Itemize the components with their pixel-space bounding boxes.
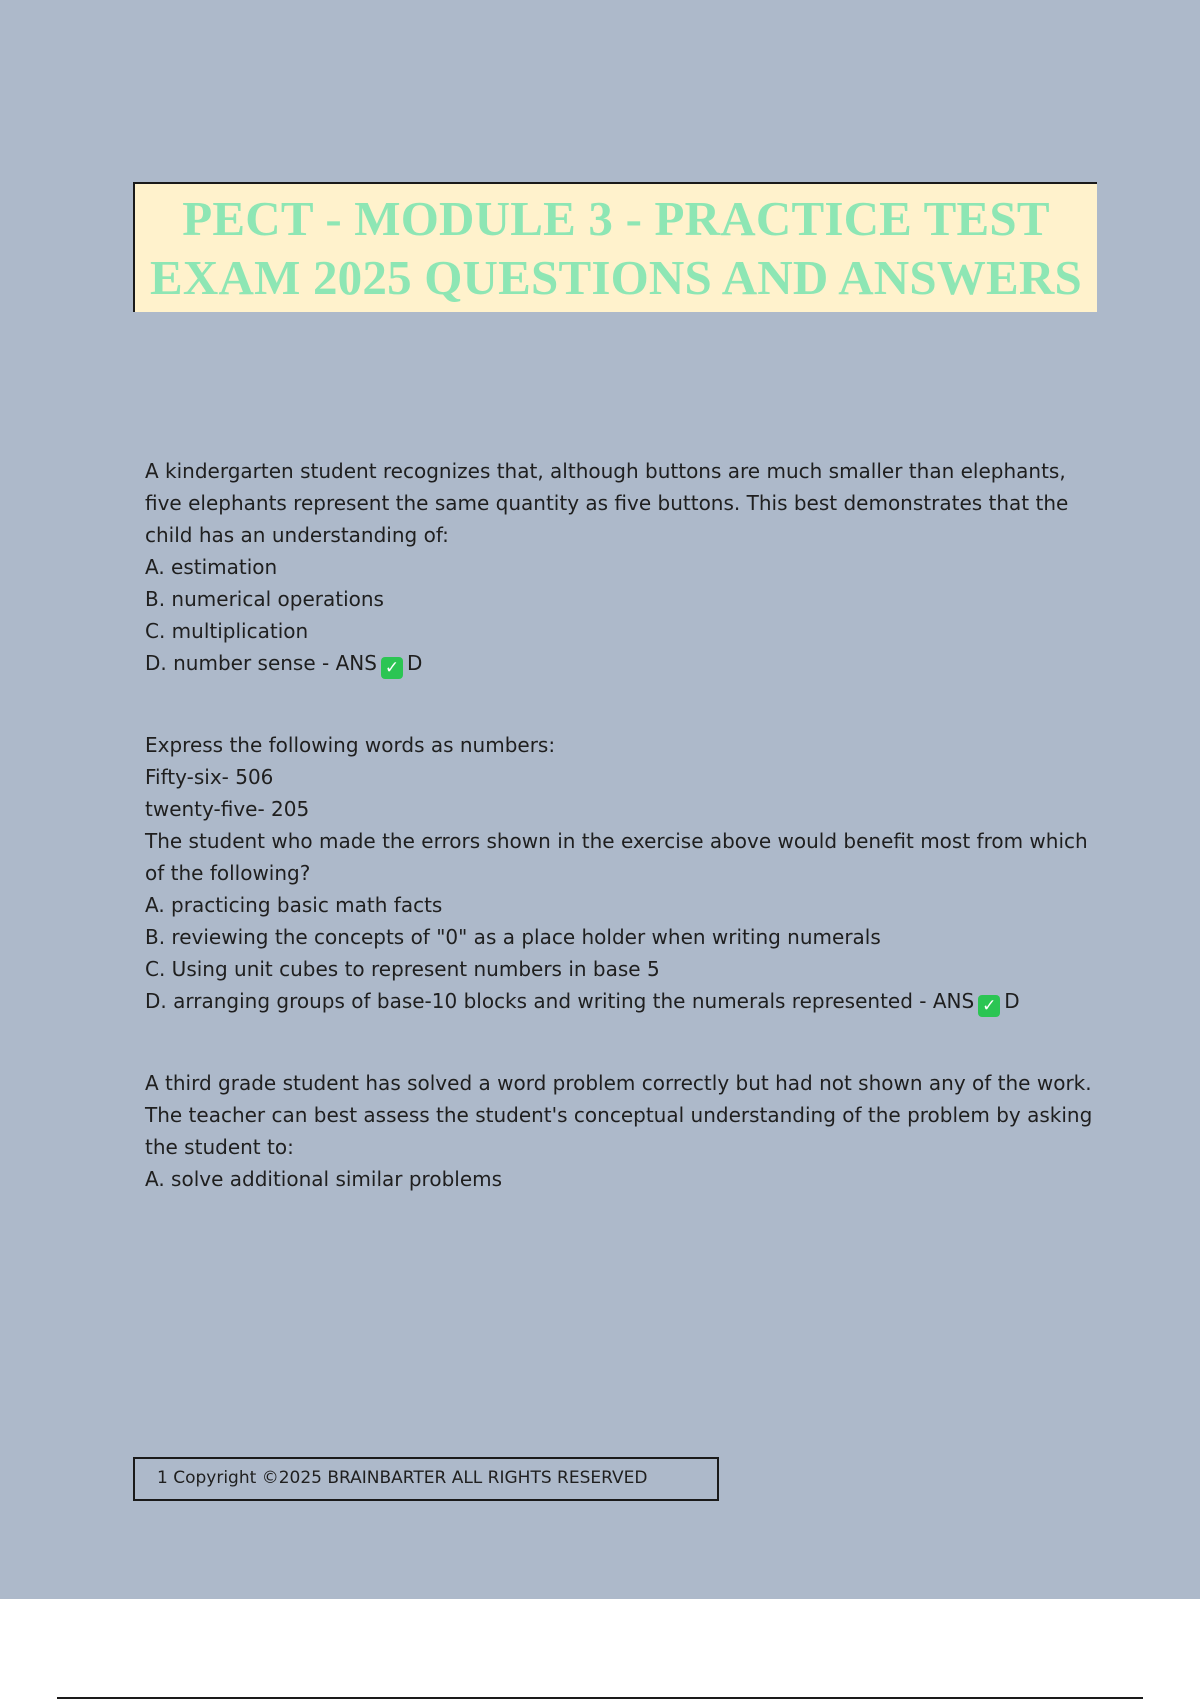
question-2-option-d [145,985,1095,1017]
questions-content [145,455,1095,1195]
question-2-text: The student who made the errors shown in the exercise above would benefit most from which of the following? [145,829,1088,885]
title-line-1: PECT - MODULE 3 - PRACTICE TEST [182,191,1050,246]
check-mark-icon: ✓ [978,995,1000,1017]
question-3-option-a: A. solve additional similar problems [145,1167,503,1191]
question-2-option-d-text: D. arranging groups of base-10 blocks and writing the numerals represented - ANS [145,989,975,1013]
bottom-divider [57,1697,1143,1699]
check-mark-icon: ✓ [381,657,403,679]
question-2 [145,729,1095,1017]
question-1-option-b: B. numerical operations [145,587,384,611]
question-1-option-a: A. estimation [145,555,278,579]
question-2-option-a: A. practicing basic math facts [145,893,443,917]
question-1-option-d-text: D. number sense - ANS [145,651,377,675]
question-2-option-b: B. reviewing the concepts of "0" as a place holder when writing numerals [145,925,881,949]
question-1-option-c: C. multiplication [145,619,309,643]
question-2-example-2: twenty-five- 205 [145,797,310,821]
question-2-example-1: Fifty-six- 506 [145,765,274,789]
question-2-answer: D [1004,989,1020,1013]
page-title [150,189,1082,307]
question-3-text: A third grade student has solved a word problem correctly but had not shown any of the work. The teacher can best assess the student's conceptual understanding of the problem by asking the student to: [145,1071,1093,1159]
title-line-2: EXAM 2025 QUESTIONS AND ANSWERS [150,250,1082,305]
question-2-option-c: C. Using unit cubes to represent numbers in base 5 [145,957,660,981]
question-1-option-d [145,647,1095,679]
question-1-text: A kindergarten student recognizes that, although buttons are much smaller than elephants, five elephants represent the same quantity as five buttons. This best demonstrates that the child has an understanding of: [145,459,1069,547]
question-1-answer: D [406,651,423,675]
question-3 [145,1067,1095,1195]
copyright-footer: 1 Copyright ©2025 BRAINBARTER ALL RIGHTS RESERVED [133,1457,719,1501]
question-2-prompt: Express the following words as numbers: [145,733,556,757]
question-1 [145,455,1095,679]
title-banner [133,182,1097,312]
